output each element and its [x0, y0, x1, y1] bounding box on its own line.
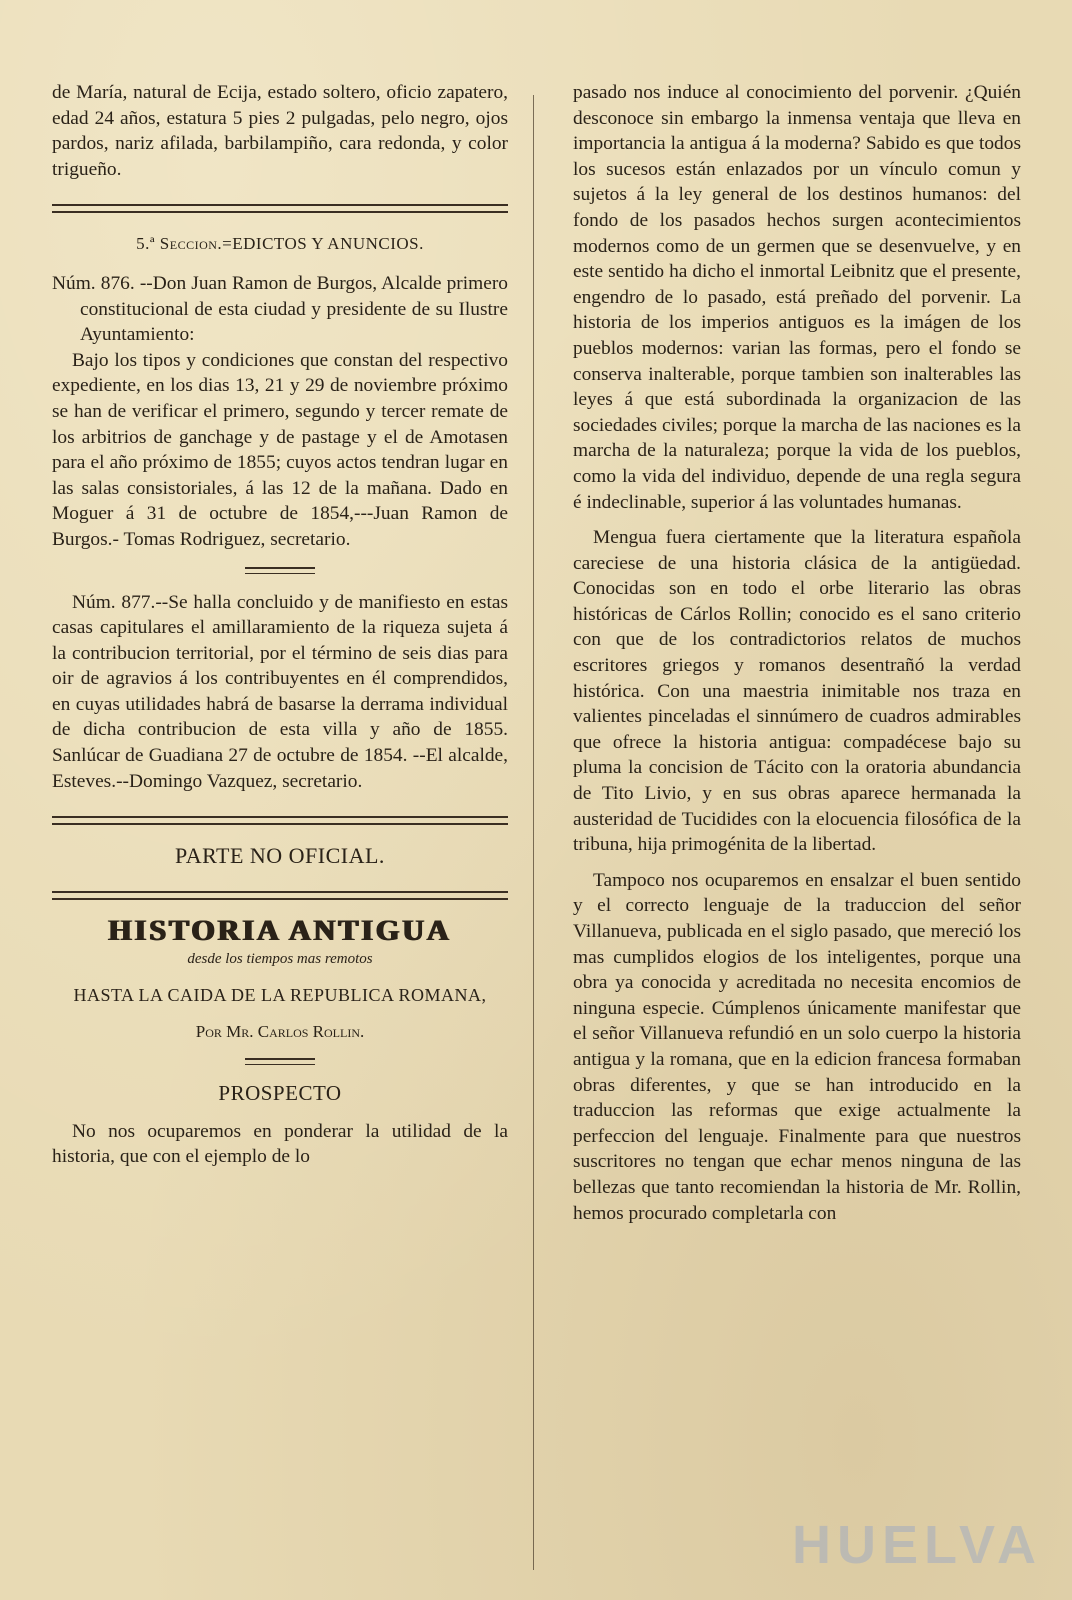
prospecto-paragraph-3: Tampoco nos ocuparemos en ensalzar el buen sentido y el correcto lenguaje de la traduccion del señor Villanueva, publicada en el siglo pasado, que mereció los mas cumplidos elogios de los inteligentes, porque una obra ya conocida y acreditada no necesita encomios de ninguna especie. Cúmplenos únicamente manifestar que el señor Villanueva refundió en un solo cuerpo la historia antigua y la romana, que en la edicion francesa formaban obras diferentes, y que se han introducido en la traduccion las reformas que exige actualmente la perfeccion del lenguaje. Finalmente para que nuestros suscritores no tengan que echar menos ninguna de las bellezas que tanto recomiendan la historia de Mr. Rollin, hemos procurado completarla con	[573, 869, 1021, 1224]
section-prefix: 5.ª Seccion.	[136, 234, 223, 254]
continuation-paragraph: de María, natural de Ecija, estado soltero, oficio zapatero, edad 24 años, estatura 5 pies 2 pulgadas, pelo negro, ojos pardos, nariz afilada, barbilampiño, cara redonda, y color trigueño.	[52, 82, 508, 180]
section-title: =EDICTOS Y ANUNCIOS.	[222, 234, 424, 254]
book-subtitle: desde los tiempos mas remotos	[187, 951, 373, 968]
book-subtitle-2: HASTA LA CAIDA DE LA REPUBLICA ROMANA,	[73, 985, 487, 1006]
prospecto-paragraph-1: pasado nos induce al conocimiento del porvenir. ¿Quién desconoce sin embargo la inmensa ventaja que lleva en importancia la antigua á la moderna? Sabido es que todos los sucesos están enlazados por un vínculo comun y sujetos á la ley general de los destinos humanos: del fondo de los pasados hechos surgen acontecimientos modernos como de un germen que se desenvuelve, y en este sentido ha dicho el inmortal Leibnitz que el presente, engendro de lo pasado, está preñado del porvenir. La historia de los imperios antiguos es la imágen de los pueblos modernos: varian las formas, pero el fondo se conserva inalterable, porque tambien son inalterables las leyes á que está subordinada la organizacion de las sociedades civiles; porque la marcha de las naciones es la marcha de la naturaleza; porque la vida de los pueblos, como la vida del individuo, depende de una regla segura é indeclinable, superior á las voluntades humanas.	[573, 82, 1021, 513]
prospecto-opening: No nos ocuparemos en ponderar la utilidad de la historia, que con el ejemplo de lo	[52, 1120, 508, 1168]
parte-divider-top	[52, 816, 508, 825]
notice-877: Núm. 877.--Se halla concluido y de manifiesto en estas casas capitulares el amillaramiento de la riqueza sujeta á la contribucion territorial, por el término de seis dias para oir de agravios á los contribuyentes en él comprendidos, en cuyas utilidades habrá de basarse la derrama individual de dicha contribucion de esta villa y año de 1855. Sanlúcar de Guadiana 27 de octubre de 1854. --El alcalde, Esteves.--Domingo Vazquez, secretario.	[52, 591, 508, 792]
section-heading	[52, 231, 508, 257]
parte-no-oficial-heading: PARTE NO OFICIAL.	[175, 843, 385, 869]
prospecto-heading: PROSPECTO	[218, 1081, 342, 1106]
notice-876-body: Bajo los tipos y condiciones que constan del respectivo expediente, en los dias 13, 21 y 29 de noviembre próximo se han de verificar el primero, segundo y tercer remate de los arbitrios de ganchage y de pastage y el de Amotasen para el año próximo de 1855; cuyos actos tendran lugar en las salas consistoriales, á las 12 de la mañana. Dado en Moguer á 31 de octubre de 1854,---Juan Ramon de Burgos.- Tomas Rodriguez, secretario.	[52, 349, 508, 550]
column-rule	[533, 95, 534, 1570]
notice-876-heading: Núm. 876. --Don Juan Ramon de Burgos, Alcalde primero constitucional de esta ciudad y presidente de su Ilustre Ayuntamiento:	[52, 272, 508, 346]
book-title: HISTORIA ANTIGUA	[108, 913, 452, 947]
library-watermark: HUELVA	[792, 1515, 1042, 1575]
right-column	[573, 80, 1021, 1226]
book-author: Por Mr. Carlos Rollin.	[195, 1021, 365, 1041]
prospecto-separator	[245, 1058, 315, 1065]
notice-separator	[245, 567, 315, 574]
left-column	[52, 80, 508, 1170]
parte-divider-bottom	[52, 891, 508, 900]
section-divider	[52, 204, 508, 213]
prospecto-paragraph-2: Mengua fuera ciertamente que la literatura española careciese de una historia clásica de la antigüedad. Conocidas son en todo el orbe literario las obras históricas de Cárlos Rollin; conocido es el sano criterio con que de los contradictorios relatos de muchos escritores griegos y romanos desentrañó la verdad histórica. Con una maestria inimitable nos traza en valientes pinceladas el sinnúmero de cuadros admirables que ofrece la historia antigua: compadécese bajo su pluma la concision de Tácito con la oratoria abundancia de Tito Livio, y en sus obras aparece hermanada la austeridad de Tucidides con la elocuencia filosófica de la tribuna, hija primogénita de la libertad.	[573, 527, 1021, 856]
